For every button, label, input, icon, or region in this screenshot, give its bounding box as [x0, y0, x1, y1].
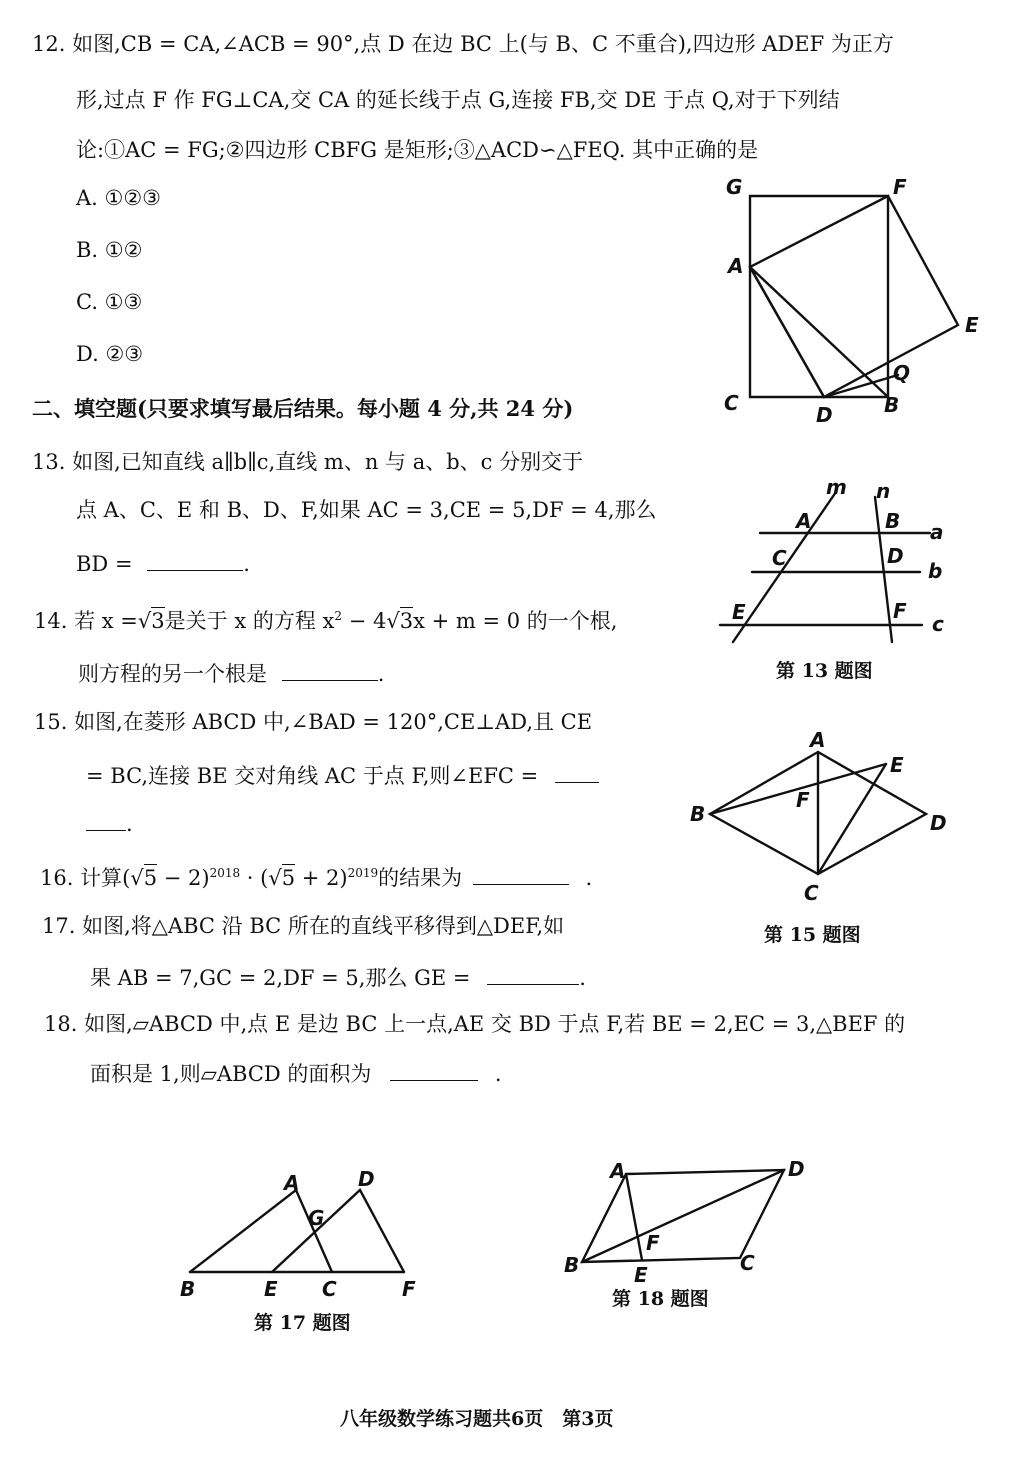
q13-label-a-line: a — [930, 520, 944, 544]
q18-label-f: F — [646, 1231, 660, 1255]
q12-option-d: D. ②③ — [76, 342, 144, 366]
q14-part-a: 若 x = — [74, 609, 138, 633]
q17-label-b: B — [180, 1277, 196, 1301]
q15-label-a: A — [810, 728, 826, 752]
q16-part-a: 计算( — [80, 866, 131, 890]
q13-number: 13. — [32, 450, 66, 474]
q18-segment-ae — [626, 1174, 642, 1260]
q18-period: . — [494, 1062, 502, 1086]
q15-period: . — [126, 812, 133, 836]
q12-text-line2: 形,过点 F 作 FG⊥CA,交 CA 的延长线于点 G,连接 FB,交 DE 于点 Q,对于下列结 — [76, 88, 840, 112]
q18-diagonal-bd — [582, 1170, 784, 1262]
q18-label-d: D — [788, 1157, 805, 1181]
q12-label-b: B — [884, 393, 900, 417]
q15-label-b: B — [690, 802, 706, 826]
q14-part-d: − 4 — [342, 609, 387, 633]
q16-exponent-1: 2018 — [209, 866, 241, 880]
q16-number: 16. — [40, 866, 74, 890]
q12-label-e: E — [965, 313, 979, 337]
section2-heading: 二、填空题(只要求填写最后结果。每小题 4 分,共 24 分) — [32, 396, 574, 421]
q16-part-c: − 2) — [157, 866, 210, 890]
q13-caption: 第 13 题图 — [776, 660, 873, 682]
q12-label-c: C — [724, 391, 739, 415]
q15-label-d: D — [930, 811, 947, 835]
q14-exponent: 2 — [334, 609, 343, 623]
q16-radicand-2: 5 — [281, 866, 296, 890]
q13-period: . — [243, 552, 250, 576]
q14-number: 14. — [34, 609, 68, 633]
q16-part-f: + 2) — [295, 866, 348, 890]
q12-label-a: A — [728, 254, 744, 278]
q16-part-g: 的结果为 — [378, 866, 463, 890]
q16-sqrt-sign-2: √ — [268, 866, 282, 890]
q15-line1-text: 如图,在菱形 ABCD 中,∠BAD = 120°,CE⊥AD,且 CE — [74, 710, 593, 734]
q12-number: 12. — [32, 32, 66, 56]
q12-label-f: F — [893, 175, 907, 199]
q13-label-m: m — [826, 475, 847, 499]
q13-label-f-point: F — [893, 599, 907, 623]
q12-label-d: D — [816, 403, 833, 427]
q15-caption: 第 15 题图 — [764, 924, 861, 946]
q16-period: . — [585, 866, 593, 890]
q17-line2-text: 果 AB = 7,GC = 2,DF = 5,那么 GE = — [90, 966, 471, 990]
q12-option-b: B. ①② — [76, 238, 143, 262]
q16-sqrt-sign-1: √ — [130, 866, 144, 890]
q16-part-d: · ( — [240, 866, 269, 890]
q13-label-d-point: D — [887, 544, 904, 568]
q13-label-b-point: B — [885, 509, 901, 533]
q15-label-f: F — [796, 788, 810, 812]
q14-period: . — [377, 662, 385, 686]
q18-line2-text: 面积是 1,则▱ABCD 的面积为 — [90, 1062, 372, 1086]
q15-number: 15. — [34, 710, 68, 734]
q14-sqrt-sign-2: √ — [386, 609, 400, 633]
q13-label-c-line: c — [932, 612, 944, 636]
q17-label-e: E — [264, 1277, 278, 1301]
q17-line1-text: 如图,将△ABC 沿 BC 所在的直线平移得到△DEF,如 — [82, 914, 565, 938]
q17-period: . — [579, 966, 586, 990]
q18-label-a: A — [610, 1159, 626, 1183]
q18-caption: 第 18 题图 — [612, 1288, 709, 1310]
q12-line1-text: 如图,CB = CA,∠ACB = 90°,点 D 在边 BC 上(与 B、C 不重合),四边形 ADEF 为正方 — [72, 32, 894, 56]
q17-label-f: F — [402, 1277, 416, 1301]
q17-caption: 第 17 题图 — [254, 1312, 351, 1334]
q17-label-c: C — [322, 1277, 337, 1301]
q13-label-a-point: A — [796, 509, 812, 533]
q18-label-c: C — [740, 1251, 755, 1275]
q17-label-g: G — [308, 1206, 325, 1230]
q16-radicand-1: 5 — [143, 866, 158, 890]
q12-label-g: G — [726, 175, 743, 199]
q14-part-f: x + m = 0 的一个根, — [413, 609, 618, 633]
q18-line1-text: 如图,▱ABCD 中,点 E 是边 BC 上一点,AE 交 BD 于点 F,若 BE = 2,EC = 3,△BEF 的 — [84, 1012, 906, 1036]
q16-exponent-2: 2019 — [347, 866, 379, 880]
q12-label-q: Q — [893, 361, 911, 385]
q14-line2-text: 则方程的另一个根是 — [78, 662, 267, 686]
q14-radicand-1: 3 — [151, 609, 165, 633]
q13-line1-text: 如图,已知直线 a∥b∥c,直线 m、n 与 a、b、c 分别交于 — [72, 450, 584, 474]
q14-sqrt-sign: √ — [137, 609, 152, 633]
q17-label-d: D — [358, 1167, 375, 1191]
q18-label-b: B — [564, 1253, 580, 1277]
q13-label-e-point: E — [732, 600, 746, 624]
q14-part-c: 是关于 x 的方程 x — [164, 609, 335, 633]
q13-label-b-line: b — [928, 559, 943, 583]
q12-text-line3: 论:①AC = FG;②四边形 CBFG 是矩形;③△ACD∽△FEQ. 其中正确的是 — [76, 138, 759, 162]
q12-option-a: A. ①②③ — [76, 186, 161, 210]
q13-bd-label: BD = — [76, 552, 133, 576]
q15-label-e: E — [890, 753, 904, 777]
q17-label-a: A — [284, 1171, 300, 1195]
q13-text-line2: 点 A、C、E 和 B、D、F,如果 AC = 3,CE = 5,DF = 4,那么 — [76, 498, 657, 522]
q12-option-c: C. ①③ — [76, 290, 143, 314]
q18-number: 18. — [44, 1012, 78, 1036]
q17-number: 17. — [42, 914, 76, 938]
page-footer: 八年级数学练习题共6页 第3页 — [340, 1408, 614, 1430]
q18-label-e: E — [634, 1263, 648, 1287]
q15-line2-text: = BC,连接 BE 交对角线 AC 于点 F,则∠EFC = — [86, 764, 539, 788]
q15-label-c: C — [804, 881, 819, 905]
q14-radicand-2: 3 — [399, 609, 414, 633]
q13-label-c-point: C — [772, 546, 787, 570]
q13-label-n: n — [876, 479, 891, 503]
